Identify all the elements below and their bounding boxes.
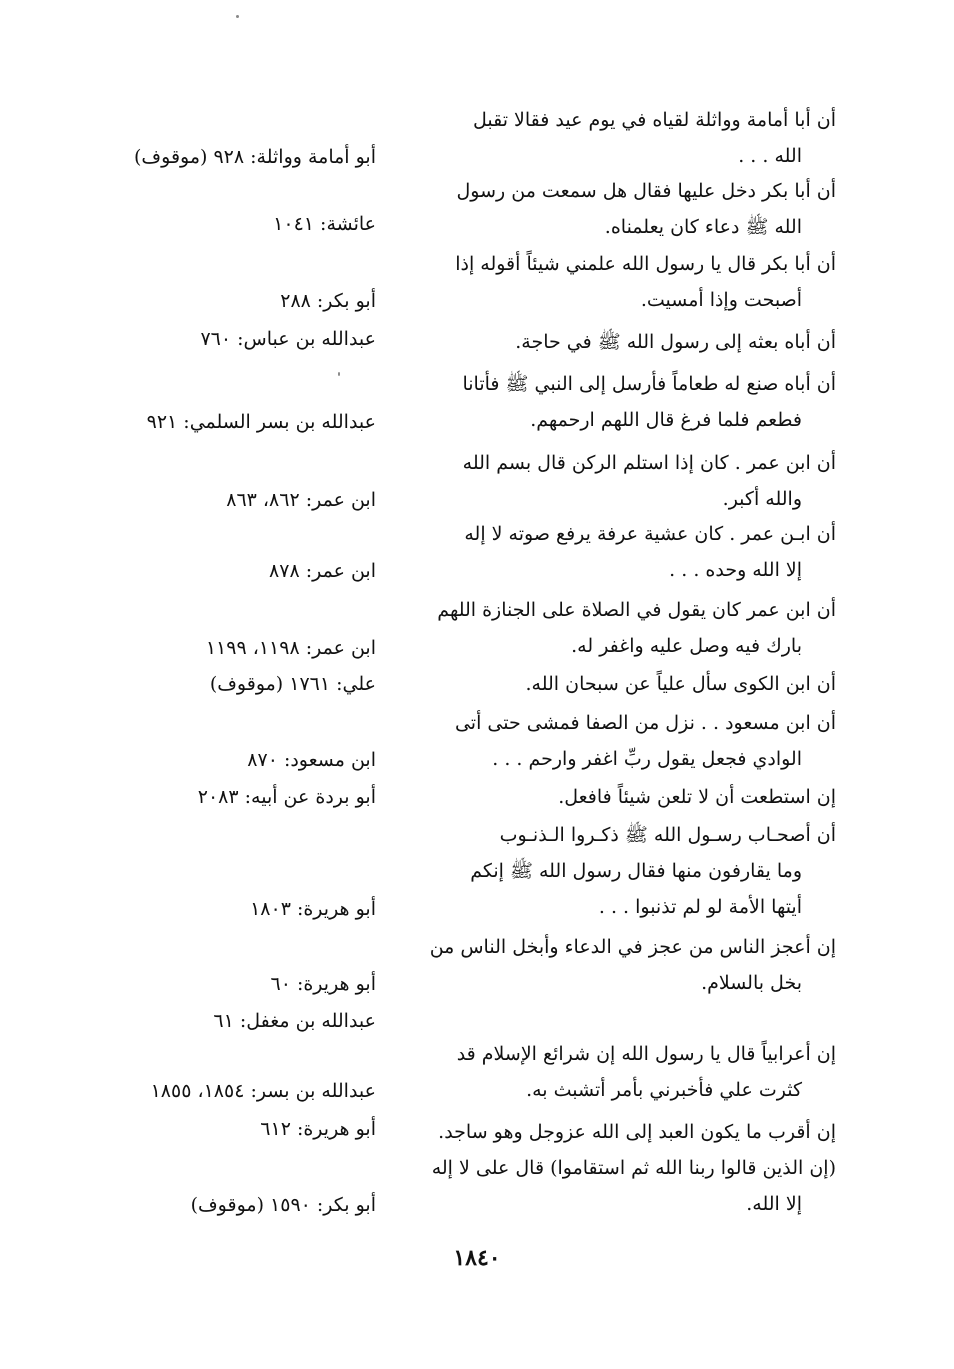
narrator-reference: أبو هريرة: ٦٠ [270,973,376,995]
hadith-text [428,817,836,925]
narrator-reference: عائشة: ١٠٤١ [273,213,376,235]
narrator-reference: أبو أمامة وواثلة: ٩٢٨ (موقوف) [134,146,376,168]
narrator-reference: علي: ١٧٦١ (موقوف) [209,673,376,695]
index-entry [116,1114,836,1144]
hadith-text [428,366,836,438]
hadith-text [428,246,836,318]
hadith-line: بخل بالسلام. [701,972,802,994]
narrator-reference: أبو بكر: ١٥٩٠ (موقوف) [190,1194,376,1216]
narrator-reference: عبدالله بن بسر السلمي: ٩٢١ [146,411,376,433]
index-entry [116,779,836,809]
narrator-reference: عبدالله بن مغفل: ٦١ [213,1010,376,1032]
hadith-line: إن استطعت أن لا تلعن شيئاً فافعل. [558,786,836,808]
hadith-line: وما يقارفون منها فقال رسول الله ﷺ إنكم [470,860,802,882]
index-entry [116,366,836,433]
hadith-line: فطعم فلما فرغ قال اللهم ارحمهم. [530,409,802,431]
hadith-text [428,445,836,517]
narrator-reference: أبو هريرة: ٦١٢ [260,1118,376,1140]
page-number: ١٨٤٠ [453,1245,501,1271]
narrator-reference: أبو هريرة: ١٨٠٣ [250,898,376,920]
index-entry [116,666,836,696]
narrator-reference: أبو بكر: ٢٨٨ [280,290,376,312]
narrator-reference: ابن عمر: ١١٩٨، ١١٩٩ [205,637,376,659]
hadith-line: إن أعجز الناس من عجز في الدعاء وأبخل الناس من [429,936,836,958]
hadith-line: والله أكبر. [722,488,802,510]
hadith-text [428,324,836,360]
index-entry [116,592,836,659]
index-entry [116,516,836,582]
hadith-line: الله . . . [738,145,802,167]
index-entry [116,1006,836,1036]
hadith-text [428,1150,836,1222]
hadith-text [428,516,836,588]
narrator-reference: عبدالله بن عباس: ٧٦٠ [200,328,376,350]
index-entry [116,173,836,238]
hadith-line: أيتها الأمة لو لم تذنبوا . . . [598,896,802,918]
hadith-text [428,592,836,664]
hadith-line: إلا الله. [746,1193,802,1215]
hadith-line: أن ابـن عمر . كان عشية عرفة يرفع صوته لا إله [464,523,836,545]
index-entry [116,705,836,771]
hadith-line: الله ﷺ دعاء كان يعلمناه. [604,216,802,238]
hadith-line: الوادي فجعل يقول ربِّ اغفر وارحم . . . [492,748,802,770]
narrator-reference: ابن عمر: ٨٧٨ [269,560,376,582]
hadith-text [428,666,836,702]
narrator-reference: عبدالله بن بسر: ١٨٥٤، ١٨٥٥ [150,1080,376,1102]
hadith-line: أن ابن عمر . كان إذا استلم الركن قال بسم الله [462,452,836,474]
index-entry [116,817,836,920]
hadith-text [428,102,836,174]
hadith-line: أن ابن الكوى سأل علياً عن سبحان الله. [525,673,836,695]
hadith-text [428,929,836,1001]
index-entry [116,324,836,354]
hadith-text [428,1114,836,1150]
index-entry [116,1036,836,1102]
hadith-line: (إن الذين قالوا ربنا الله ثم استقاموا) قال على لا إله [431,1157,836,1179]
hadith-line: كثرت علي فأخبرني بأمر أتشبث به. [526,1079,802,1101]
index-entry [116,102,836,168]
hadith-text [428,173,836,245]
scan-speck [236,15,239,18]
narrator-reference: ابن عمر: ٨٦٢، ٨٦٣ [226,489,376,511]
hadith-line: إلا الله وحده . . . [669,559,802,581]
narrator-reference: ابن مسعود: ٨٧٠ [247,749,376,771]
hadith-line: إن أعرابياً قال يا رسول الله إن شرائع الإسلام قد [456,1043,836,1065]
index-entry [116,1150,836,1216]
hadith-line: أن أبا بكر قال يا رسول الله علمني شيئاً أقوله إذا [455,253,836,275]
hadith-text [428,705,836,777]
hadith-line: أن أباه صنع له طعاماً فأرسل إلى النبي ﷺ فأتانا [462,373,836,395]
hadith-line: بارك فيه وصل عليه واغفر له. [571,635,802,657]
scan-speck [338,372,340,376]
hadith-line: إن أقرب ما يكون العبد إلى الله عزوجل وهو ساجد. [438,1121,836,1143]
index-entry [116,246,836,312]
hadith-text [428,1036,836,1108]
index-entry [116,929,836,995]
hadith-line: أن أبا أمامة وواثلة لقياه في يوم عيد فقالا تقبل [473,109,836,131]
hadith-line: أن أصحـاب رسـول الله ﷺ ذكـروا الـذنـوب [499,824,836,846]
hadith-line: أصبحت وإذا أمسيت. [640,289,802,311]
hadith-line: أن أبا بكر دخل عليها فقال هل سمعت من رسول [456,180,836,202]
hadith-line: أن ابن مسعود . . نزل من الصفا فمشى حتى أتى [454,712,836,734]
hadith-line: أن ابن عمر كان يقول في الصلاة على الجنازة اللهم [437,599,836,621]
hadith-line: أن أباه بعثه إلى رسول الله ﷺ في حاجة. [515,331,836,353]
index-entry [116,445,836,511]
narrator-reference: أبو بردة عن أبيه: ٢٠٨٣ [197,786,376,808]
hadith-text [428,779,836,815]
